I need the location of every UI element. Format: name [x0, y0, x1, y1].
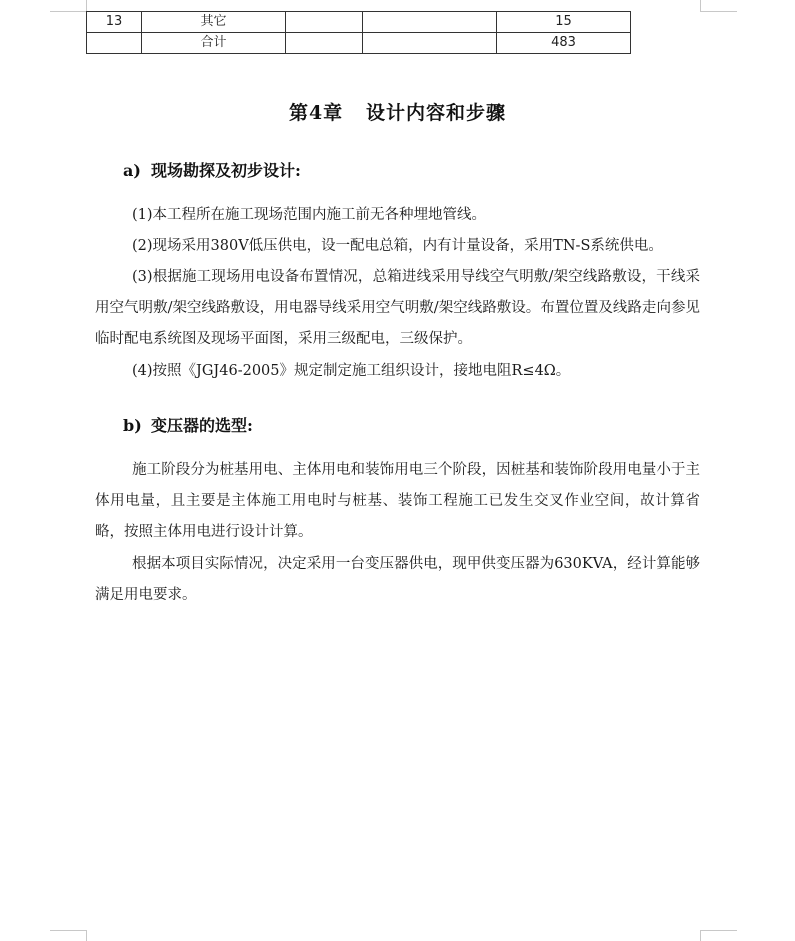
paragraph [95, 549, 700, 611]
table-cell-empty [363, 33, 497, 54]
crop-mark-bottom-left-h [50, 930, 87, 931]
table-cell-no: 13 [87, 12, 142, 33]
section-marker: a) [123, 161, 141, 180]
section-marker: b) [123, 416, 142, 435]
table-row [87, 12, 631, 33]
crop-mark-top-left-h [50, 11, 87, 12]
table-cell-empty [363, 12, 497, 33]
table-cell-no [87, 33, 142, 54]
paragraph [95, 200, 700, 231]
paragraph [95, 231, 700, 262]
paragraph [95, 356, 700, 387]
table-cell-empty [286, 12, 363, 33]
paragraph-text: (3)根据施工现场用电设备布置情况，总箱进线采用导线空气明敷/架空线路敷设，干线采用空气明敷/架空线路敷设，用电器导线采用空气明敷/架空线路敷设。布置位置及线路走向参见临时配电系统图及现场平面图，采用三级配电，三级保护。 [95, 269, 700, 347]
paragraph-text: 施工阶段分为桩基用电、主体用电和装饰用电三个阶段，因桩基和装饰阶段用电量小于主体用电量，且主要是主体施工用电时与桩基、装饰工程施工已发生交叉作业空间，故计算省略，按照主体用电进行设计计算。 [95, 462, 700, 540]
chapter-title: 第4章 设计内容和步骤 [288, 102, 507, 124]
table-cell-name: 合计 [142, 33, 286, 54]
section-heading-text: 变压器的选型: [151, 416, 253, 435]
section-heading-a [123, 158, 301, 181]
section-heading-text: 现场勘探及初步设计: [151, 161, 301, 180]
table-cell-name: 其它 [142, 12, 286, 33]
crop-mark-bottom-left-v [86, 930, 87, 941]
crop-mark-bottom-right-v [700, 930, 701, 941]
table-cell-value: 15 [497, 12, 631, 33]
paragraph-text: (1)本工程所在施工现场范围内施工前无各种埋地管线。 [132, 207, 487, 223]
summary-table [86, 11, 631, 54]
crop-mark-top-right-v [700, 0, 701, 12]
section-heading-b [123, 413, 253, 436]
paragraph-text: (2)现场采用380V低压供电，设一配电总箱，内有计量设备，采用TN-S系统供电。 [132, 238, 663, 254]
table-cell-empty [286, 33, 363, 54]
table-row [87, 33, 631, 54]
paragraph [95, 455, 700, 548]
paragraph-text: (4)按照《JGJ46-2005》规定制定施工组织设计，接地电阻R≤4Ω。 [132, 363, 571, 379]
paragraph-text: 根据本项目实际情况，决定采用一台变压器供电，现甲供变压器为630KVA，经计算能够满足用电要求。 [95, 556, 700, 603]
crop-mark-top-right-h [700, 11, 737, 12]
table-cell-value: 483 [497, 33, 631, 54]
paragraph [95, 262, 700, 355]
crop-mark-bottom-right-h [700, 930, 737, 931]
